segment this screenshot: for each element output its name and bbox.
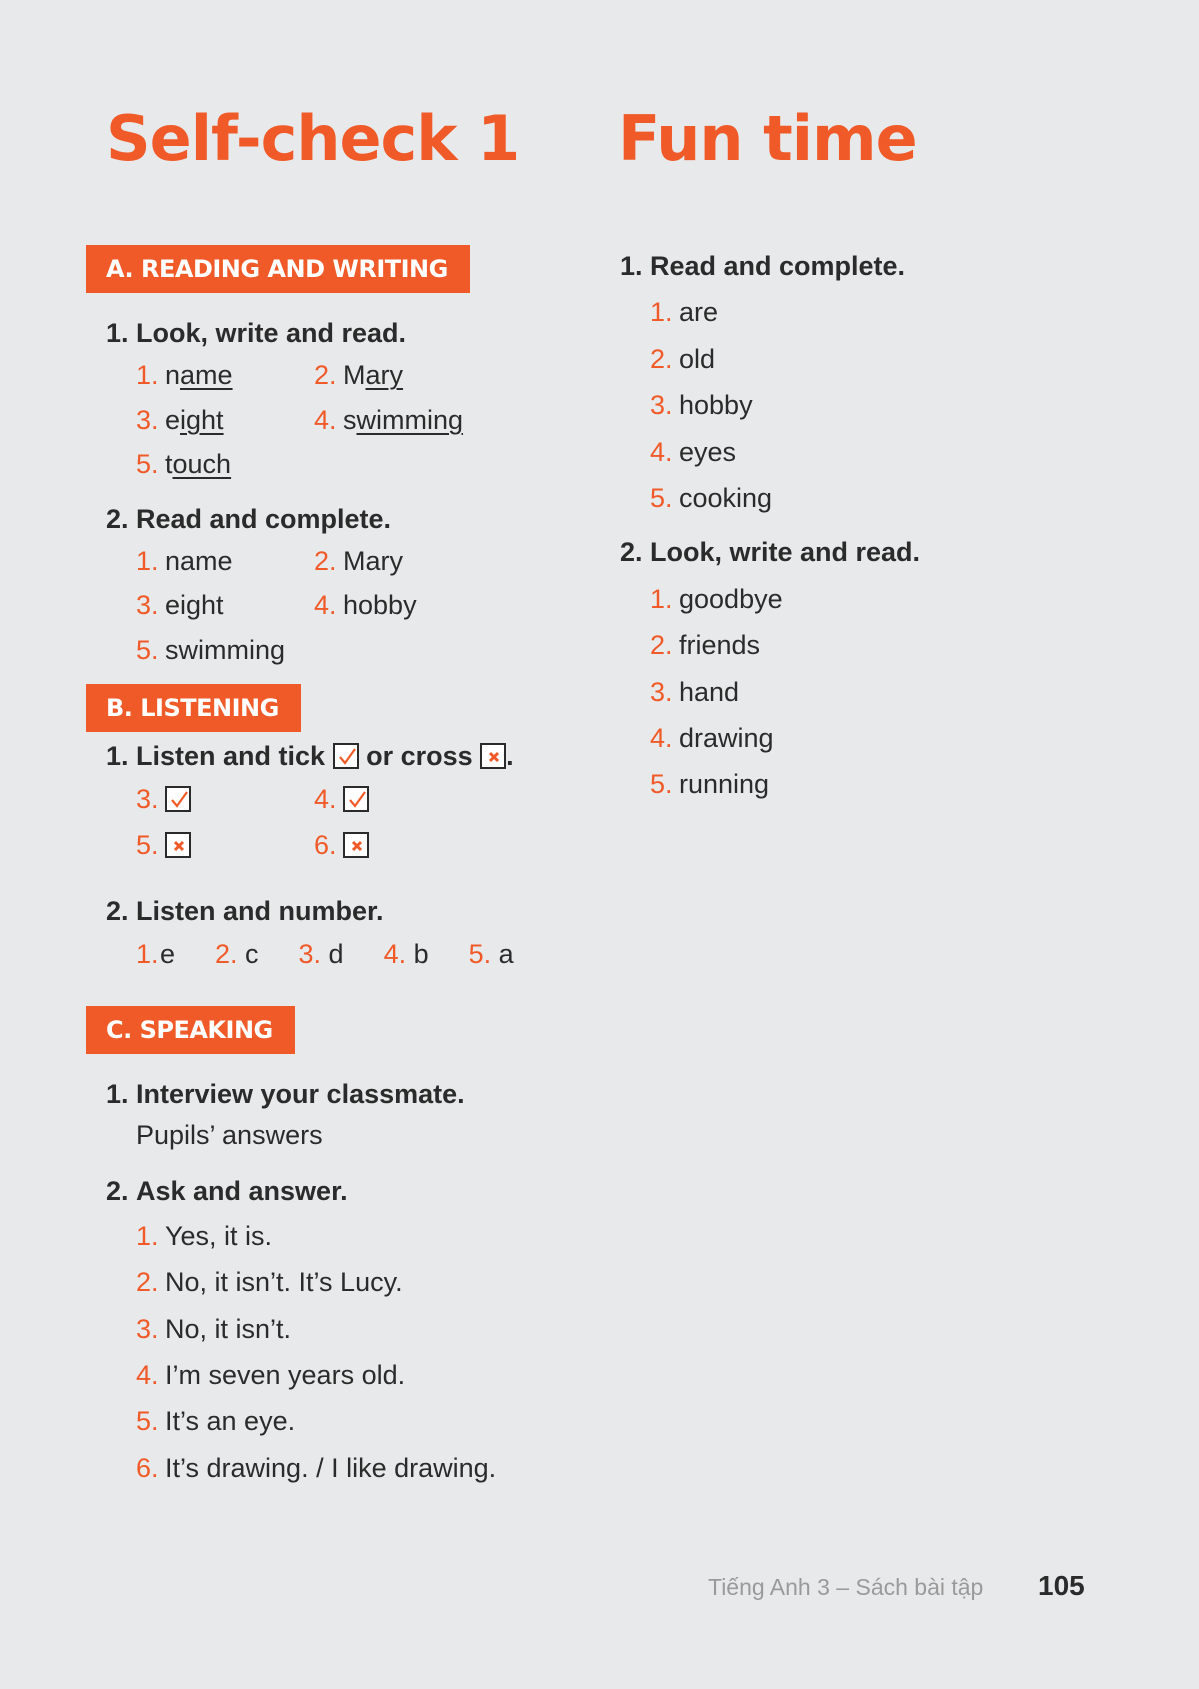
book-title-footer: Tiếng Anh 3 – Sách bài tập [708, 1574, 984, 1600]
answer-item: 5. running [650, 769, 770, 800]
section-a-q1 [86, 317, 586, 481]
question-text: Interview your classmate. [136, 1079, 465, 1110]
answer-item: 2. friends [650, 630, 761, 661]
question-text: Look, write and read. [136, 318, 407, 348]
answer-list [620, 296, 1080, 514]
answer-item: 1.e [136, 938, 176, 969]
question-number: 2. [106, 503, 129, 534]
answer-item: 4. swimming [314, 404, 464, 435]
cross-box-icon [343, 832, 369, 858]
answer-item: 4. [314, 783, 514, 815]
answer-item: 2. Mary [314, 545, 403, 576]
question-text: Ask and answer. [136, 1176, 348, 1207]
question-heading [106, 317, 586, 349]
answer-text: Pupils’ answers [136, 1120, 323, 1151]
answer-item: 5. [136, 829, 314, 861]
question-heading [106, 1078, 586, 1110]
fun-time-q2 [620, 536, 1080, 800]
answer-grid [106, 783, 586, 862]
question-number: 2. [106, 1176, 129, 1207]
question-heading [106, 503, 586, 535]
answer-item: 3. eight [136, 590, 224, 621]
question-number: 1. [620, 251, 643, 281]
answer-grid [106, 545, 586, 666]
question-text: Listen and tick [136, 741, 326, 772]
section-a-header: A. READING AND WRITING [86, 245, 470, 293]
question-text: Read and complete. [650, 251, 906, 281]
answer-item: 3. hobby [650, 390, 753, 421]
page-number: 105 [1038, 1570, 1085, 1601]
left-column [86, 245, 586, 1498]
fun-time-q1 [620, 250, 1080, 514]
question-text: or cross [366, 741, 473, 772]
answer-item: 6. It’s drawing. / I like drawing. [136, 1452, 497, 1483]
section-c-q1 [86, 1078, 586, 1151]
answer-item: 5. It’s an eye. [136, 1406, 296, 1437]
section-c-header: C. SPEAKING [86, 1006, 295, 1054]
self-check-title: Self-check 1 [106, 102, 520, 175]
answer-item: 5. cooking [650, 482, 773, 513]
answer-item: 3. eight [136, 404, 224, 435]
question-text: Read and complete. [136, 503, 392, 534]
question-heading [106, 895, 586, 927]
answer-item: 2. old [650, 343, 716, 374]
answer-item: 3. hand [650, 676, 740, 707]
answer-list [106, 1220, 586, 1484]
answer-item: 4. hobby [314, 590, 417, 621]
question-number: 2. [106, 896, 129, 927]
section-b-header: B. LISTENING [86, 684, 301, 732]
question-text: Listen and number. [136, 896, 384, 927]
answer-item: 1. name [136, 360, 233, 391]
answer-item: 3. No, it isn’t. [136, 1313, 292, 1344]
answer-item: 2. No, it isn’t. It’s Lucy. [136, 1267, 403, 1298]
answer-item: 1. name [136, 545, 233, 576]
section-c-q2 [86, 1175, 586, 1484]
section-b-q2 [86, 895, 586, 970]
answer-list [620, 583, 1080, 801]
cross-box-icon [165, 832, 191, 858]
fun-time-title: Fun time [618, 102, 917, 175]
answer-grid [106, 359, 586, 480]
question-heading [620, 250, 1080, 282]
question-heading [106, 1175, 586, 1207]
answer-item: 4. I’m seven years old. [136, 1360, 406, 1391]
tick-box-icon [343, 786, 369, 812]
answer-item: 1. goodbye [650, 583, 783, 614]
section-b-q1 [86, 740, 586, 861]
answer-item: 5. swimming [136, 634, 286, 665]
answer-item: 4. b [383, 938, 429, 969]
answer-item: 1. are [650, 297, 719, 328]
right-column [620, 250, 1080, 815]
answer-item: 1. Yes, it is. [136, 1220, 273, 1251]
question-number: 1. [106, 741, 129, 772]
question-heading: 1. Listen and tick or cross . [106, 741, 514, 772]
question-heading [620, 536, 1080, 568]
answer-row [106, 938, 586, 970]
question-number: 1. [106, 1079, 129, 1110]
answer-item: 6. [314, 829, 514, 861]
question-text: Look, write and read. [650, 537, 921, 568]
answer-item: 4. eyes [650, 436, 737, 467]
question-number: 2. [620, 537, 643, 568]
answer-item: 4. drawing [650, 722, 774, 753]
tick-box-icon [165, 786, 191, 812]
answer-item: 3. d [298, 938, 344, 969]
cross-box-icon [480, 743, 506, 769]
tick-box-icon [333, 743, 359, 769]
answer-item: 2. c [215, 938, 259, 969]
answer-item: 3. [136, 783, 314, 815]
answer-item: 5. a [468, 938, 514, 969]
answer-item: 2. Mary [314, 360, 404, 391]
answer-item: 5. touch [136, 449, 232, 480]
section-a-q2 [86, 503, 586, 667]
question-number: 1. [106, 318, 129, 348]
